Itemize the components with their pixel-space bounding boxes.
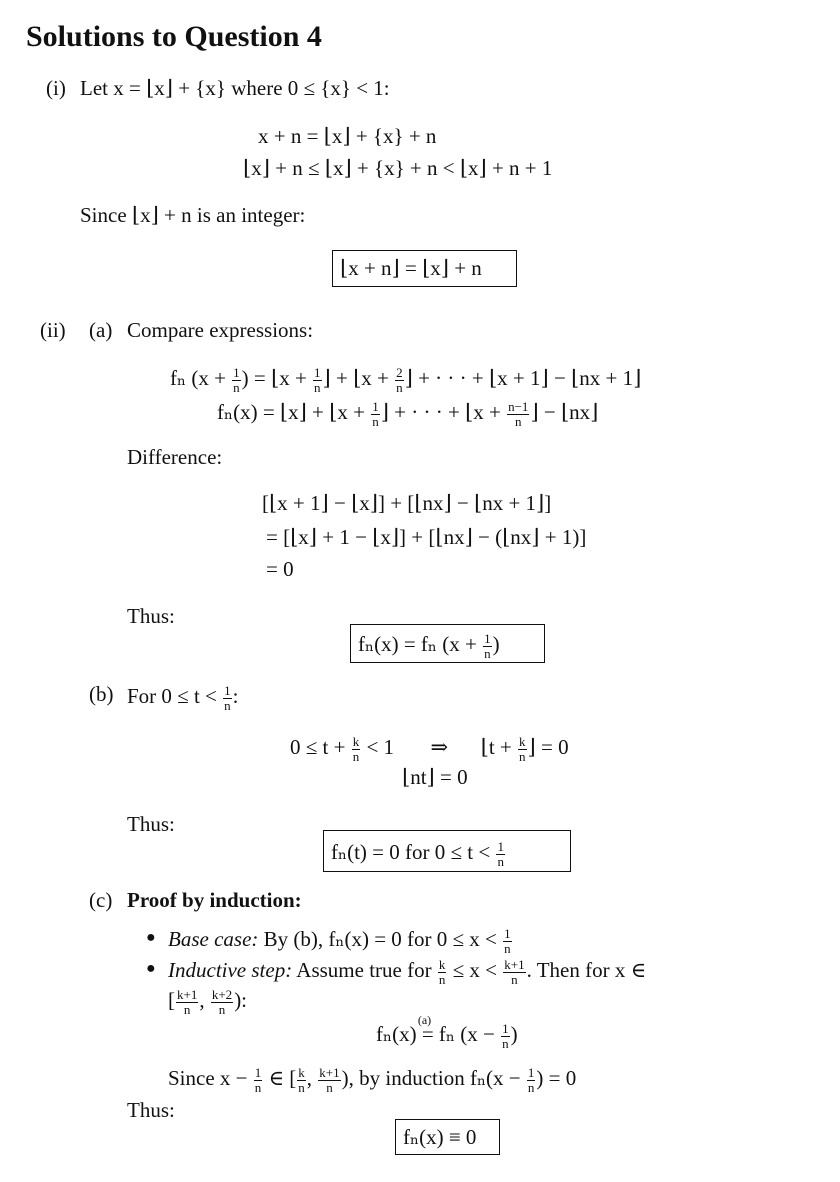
eq-annotation: (a) bbox=[417, 1012, 432, 1027]
fraction-num: k+1 bbox=[177, 987, 198, 1002]
diff-line-1: [⌊x + 1⌋ − ⌊x⌋] + [⌊nx⌋ − ⌊nx + 1⌋] bbox=[262, 491, 552, 515]
step-b: ≤ x < bbox=[447, 957, 503, 982]
ind-eq-c: ) bbox=[510, 1021, 518, 1046]
fraction-den: n bbox=[484, 645, 491, 661]
interval-open: [ bbox=[168, 987, 175, 1012]
part-ii-b-label: (b) bbox=[89, 682, 114, 706]
part-ii-b-intro bbox=[127, 684, 238, 712]
b-eq1-c: ⌊t + bbox=[480, 734, 518, 759]
base-case-label: Base case: bbox=[168, 926, 259, 951]
part-ii-a-result bbox=[358, 632, 500, 660]
fraction bbox=[503, 927, 512, 955]
part-ii-a-label: (a) bbox=[89, 318, 113, 342]
result-b: ) bbox=[492, 631, 500, 656]
part-ii-a-eq1 bbox=[170, 366, 641, 394]
fraction-den: n bbox=[519, 748, 526, 764]
result-a: fₙ(x) = fₙ (x + bbox=[358, 631, 483, 656]
ind-eq-b: fₙ (x − bbox=[433, 1021, 501, 1046]
fraction-den: n bbox=[502, 1035, 509, 1051]
since-a: Since x − bbox=[168, 1065, 253, 1090]
fraction-num: 1 bbox=[233, 365, 240, 380]
fraction-num: k bbox=[298, 1065, 305, 1080]
fraction bbox=[254, 1066, 263, 1094]
part-i-label: (i) bbox=[46, 76, 66, 100]
fraction-num: k bbox=[519, 734, 526, 749]
fraction-num: 1 bbox=[484, 631, 491, 646]
fraction-num: 1 bbox=[224, 683, 231, 698]
fraction-num: 1 bbox=[504, 926, 511, 941]
eq1-lhs-b: ) = ⌊x + bbox=[241, 365, 313, 390]
fraction bbox=[527, 1066, 536, 1094]
since-b: ∈ [ bbox=[263, 1065, 297, 1090]
part-ii-b-eq1 bbox=[290, 735, 569, 763]
fraction-num: k bbox=[438, 957, 446, 972]
fraction-num: 2 bbox=[396, 365, 403, 380]
eq1-rest: ⌋ + · · · + ⌊x + 1⌋ − ⌊nx + 1⌋ bbox=[404, 365, 642, 390]
since-d: ), by induction fₙ(x − bbox=[341, 1065, 526, 1090]
eq1-lhs-a: fₙ (x + bbox=[170, 365, 232, 390]
interval-sep: , bbox=[199, 987, 210, 1012]
inductive-step bbox=[168, 958, 646, 986]
fraction bbox=[483, 632, 492, 660]
b-eq1-b: < 1 bbox=[361, 734, 395, 759]
ind-eq-a: fₙ(x) bbox=[376, 1021, 422, 1046]
fraction-num: k+1 bbox=[319, 1065, 340, 1080]
fraction-den: n bbox=[396, 379, 403, 395]
fraction-num: 1 bbox=[497, 839, 504, 854]
base-case-text: By (b), fₙ(x) = 0 for 0 ≤ x < bbox=[263, 926, 503, 951]
page-title: Solutions to Question 4 bbox=[26, 20, 322, 53]
part-ii-c-heading: Proof by induction: bbox=[127, 888, 302, 912]
fraction-num: 1 bbox=[502, 1021, 509, 1036]
b-result-a: fₙ(t) = 0 for 0 ≤ t < bbox=[331, 839, 496, 864]
since-e: ) = 0 bbox=[536, 1065, 577, 1090]
fraction bbox=[507, 400, 529, 428]
fraction bbox=[297, 1066, 306, 1094]
fraction-den: n bbox=[497, 853, 504, 869]
fraction-den: n bbox=[515, 413, 522, 429]
eq-sign: = bbox=[421, 1021, 434, 1046]
diff-line-3: = 0 bbox=[266, 557, 294, 581]
fraction-num: n−1 bbox=[508, 399, 529, 414]
step-a: Assume true for bbox=[296, 957, 437, 982]
part-ii-a-eq2 bbox=[217, 400, 598, 428]
fraction-den: n bbox=[438, 971, 446, 987]
part-i-eq2: ⌊x⌋ + n ≤ ⌊x⌋ + {x} + n < ⌊x⌋ + n + 1 bbox=[243, 156, 553, 180]
fraction-num: k+1 bbox=[504, 957, 525, 972]
bullet-icon: ● bbox=[146, 929, 156, 946]
part-i-result: ⌊x + n⌋ = ⌊x⌋ + n bbox=[340, 256, 482, 280]
fraction-num: 1 bbox=[527, 1065, 535, 1080]
eq-annotated bbox=[417, 1012, 434, 1046]
part-ii-c-result: fₙ(x) ≡ 0 bbox=[403, 1125, 477, 1149]
eq2-b: ⌋ + · · · + ⌊x + bbox=[380, 399, 507, 424]
part-ii-b-result bbox=[331, 840, 506, 868]
part-ii-c-label: (c) bbox=[89, 888, 113, 912]
fraction-den: n bbox=[218, 1001, 226, 1017]
fraction bbox=[223, 684, 232, 712]
eq2-a: fₙ(x) = ⌊x⌋ + ⌊x + bbox=[217, 399, 371, 424]
interval-line bbox=[168, 988, 247, 1016]
part-ii-b-eq2: ⌊nt⌋ = 0 bbox=[402, 765, 468, 789]
fraction-den: n bbox=[314, 379, 321, 395]
fraction-den: n bbox=[233, 379, 240, 395]
fraction-den: n bbox=[504, 940, 511, 956]
inductive-step-label: Inductive step: bbox=[168, 957, 293, 982]
part-ii-a-thus: Thus: bbox=[127, 604, 175, 628]
fraction-num: 1 bbox=[254, 1065, 262, 1080]
part-ii-c-thus: Thus: bbox=[127, 1098, 175, 1122]
b-eq1-d: ⌋ = 0 bbox=[527, 734, 569, 759]
fraction bbox=[496, 840, 505, 868]
fraction bbox=[318, 1066, 340, 1094]
fraction bbox=[371, 400, 380, 428]
fraction bbox=[176, 988, 198, 1016]
fraction-num: k+2 bbox=[211, 987, 233, 1002]
interval-close: ): bbox=[234, 987, 248, 1012]
fraction-den: n bbox=[511, 971, 518, 987]
fraction bbox=[503, 958, 525, 986]
fraction bbox=[232, 366, 241, 394]
fraction bbox=[395, 366, 404, 394]
fraction-den: n bbox=[352, 748, 360, 764]
fraction-den: n bbox=[527, 1079, 535, 1095]
fraction-num: 1 bbox=[314, 365, 321, 380]
difference-label: Difference: bbox=[127, 445, 223, 469]
b-intro-a: For 0 ≤ t < bbox=[127, 683, 223, 708]
b-intro-b: : bbox=[232, 683, 239, 708]
fraction-num: k bbox=[352, 734, 360, 749]
eq2-c: ⌋ − ⌊nx⌋ bbox=[530, 399, 599, 424]
implies-arrow: ⇒ bbox=[430, 734, 449, 759]
fraction-num: 1 bbox=[372, 399, 379, 414]
fraction bbox=[313, 366, 322, 394]
part-i-intro: Let x = ⌊x⌋ + {x} where 0 ≤ {x} < 1: bbox=[80, 76, 390, 100]
bullet-icon: ● bbox=[146, 960, 156, 977]
fraction-den: n bbox=[326, 1079, 333, 1095]
step-c: . Then for x ∈ bbox=[526, 957, 647, 982]
fraction bbox=[438, 958, 447, 986]
fraction-den: n bbox=[254, 1079, 262, 1095]
fraction bbox=[518, 735, 527, 763]
fraction-den: n bbox=[298, 1079, 305, 1095]
fraction-den: n bbox=[372, 413, 379, 429]
part-ii-b-thus: Thus: bbox=[127, 812, 175, 836]
fraction bbox=[352, 735, 361, 763]
part-ii-a-intro: Compare expressions: bbox=[127, 318, 314, 342]
diff-line-2: = [⌊x⌋ + 1 − ⌊x⌋] + [⌊nx⌋ − (⌊nx⌋ + 1)] bbox=[266, 525, 587, 549]
part-ii-label: (ii) bbox=[40, 318, 66, 342]
part-i-since: Since ⌊x⌋ + n is an integer: bbox=[80, 203, 306, 227]
induction-eq bbox=[376, 1012, 518, 1051]
fraction bbox=[501, 1022, 510, 1050]
eq1-mid-a: ⌋ + ⌊x + bbox=[322, 365, 395, 390]
fraction-den: n bbox=[224, 697, 231, 713]
base-case bbox=[168, 927, 513, 955]
induction-since bbox=[168, 1066, 576, 1094]
b-eq1-a: 0 ≤ t + bbox=[290, 734, 351, 759]
fraction-den: n bbox=[183, 1001, 191, 1017]
since-c: , bbox=[306, 1065, 318, 1090]
part-i-eq1: x + n = ⌊x⌋ + {x} + n bbox=[258, 124, 437, 148]
fraction bbox=[211, 988, 233, 1016]
